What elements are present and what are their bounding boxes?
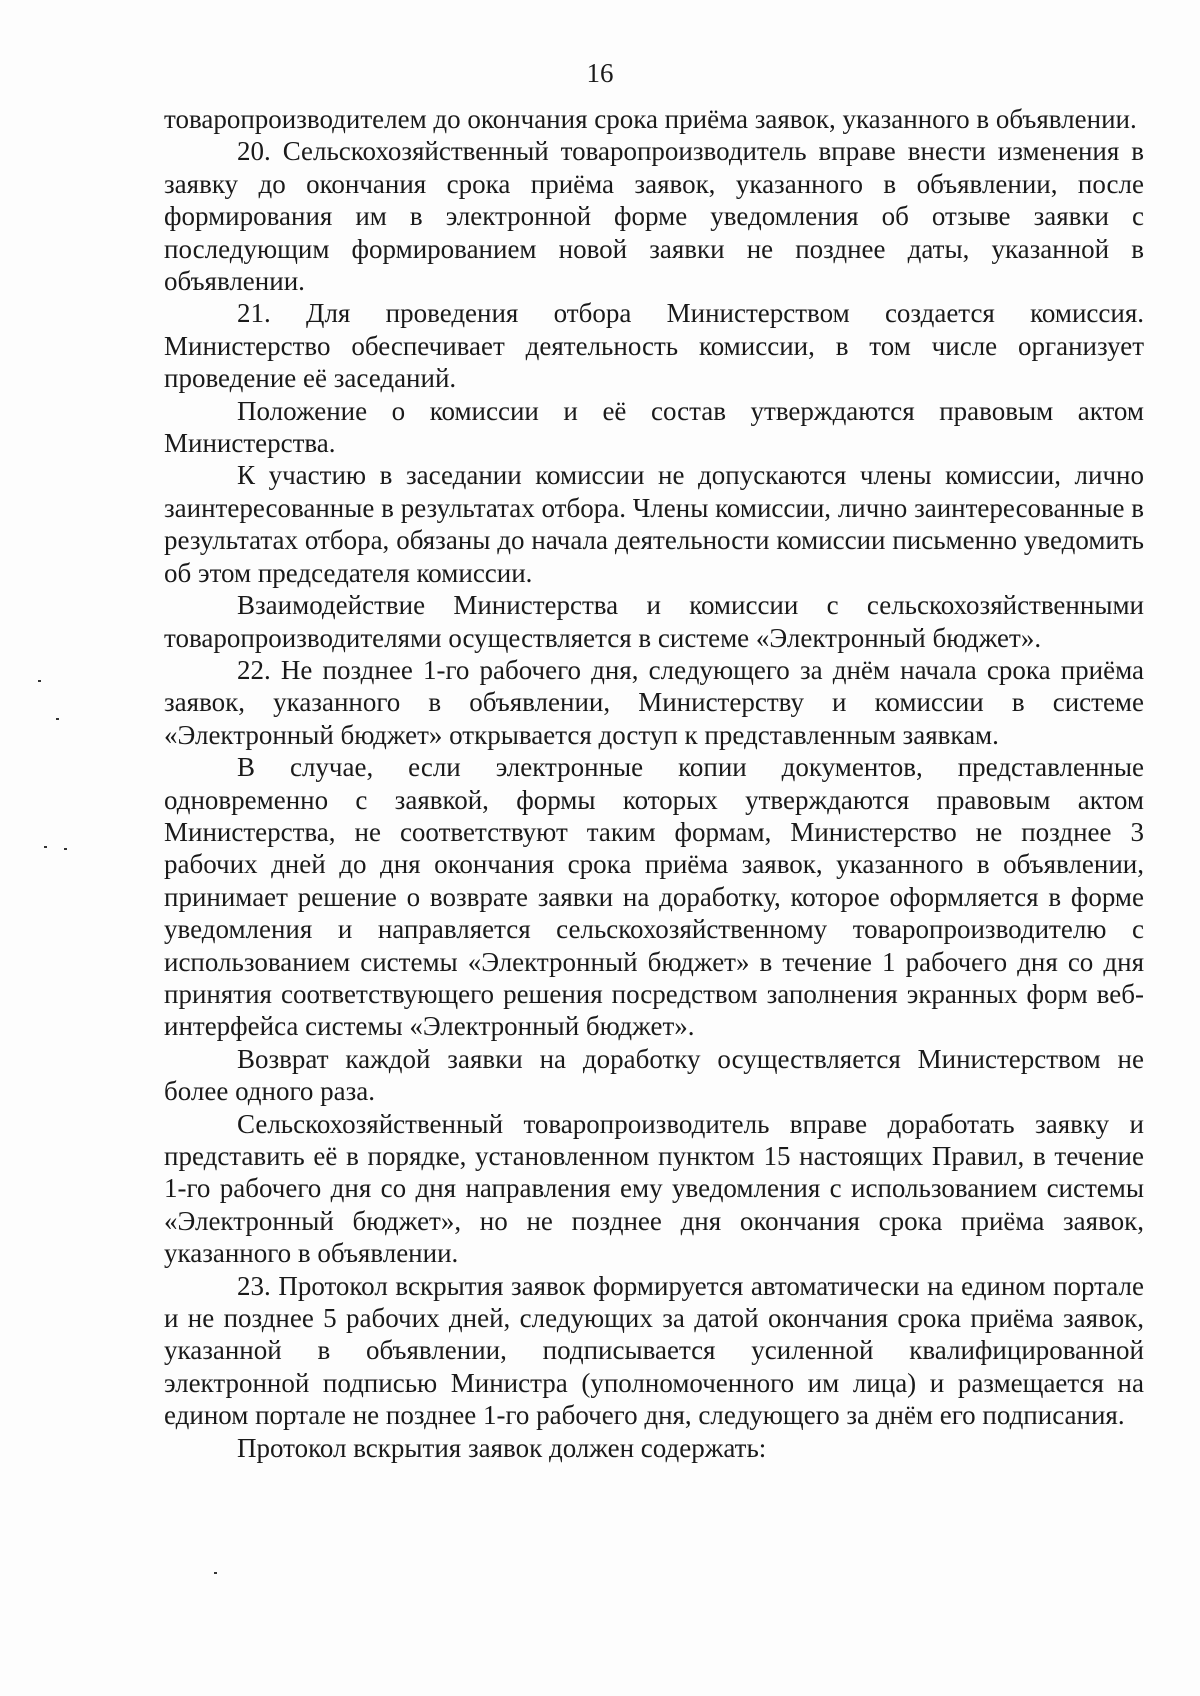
paragraph-item-20: 20. Сельскохозяйственный товаропроизводитель вправе внести изменения в заявку до окончания срока приёма заявок, указанного в объявлении, после формирования им в электронной форме уведомления об отзыве заявки с последующим формированием новой заявки не позднее даты, указанной в объявлении. [164, 136, 1144, 297]
paragraph-continuation: товаропроизводителем до окончания срока приёма заявок, указанного в объявлении. [164, 104, 1137, 134]
paragraph-commission-regulation: Положение о комиссии и её состав утверждаются правовым актом Министерства. [164, 395, 1144, 459]
paragraph-item-22: 22. Не позднее 1-го рабочего дня, следующего за днём начала срока приёма заявок, указанного в объявлении, Министерству и комиссии в системе «Электронный бюджет» открывается доступ к представленным заявкам. [164, 654, 1144, 750]
paragraph-item-23: 23. Протокол вскрытия заявок формируется автоматически на едином портале и не позднее 5 рабочих дней, следующих за датой окончания срока приёма заявок, указанной в объявлении, подписывается усиленной квалифицированной электронной подписью Министра (уполномоченного им лица) и размещается на едином портале не позднее 1-го рабочего дня, следующего за днём его подписания. [164, 1270, 1144, 1431]
paragraph-protocol-contents: Протокол вскрытия заявок должен содержать: [237, 1432, 767, 1463]
scan-speck [38, 680, 41, 682]
paragraph-item-21: 21. Для проведения отбора Министерством создается комиссия. Министерство обеспечивает деятельность комиссии, в том числе организует проведение её заседаний. [164, 298, 1144, 394]
paragraph-interaction: Взаимодействие Министерства и комиссии с сельскохозяйственными товаропроизводителями осуществляется в системе «Электронный бюджет». [164, 590, 1144, 653]
scan-speck [214, 1572, 217, 1574]
scan-speck [44, 846, 47, 848]
scan-speck [56, 718, 59, 720]
page-number: 16 [586, 58, 614, 88]
paragraph-commission-participation: К участию в заседании комиссии не допускаются члены комиссии, лично заинтересованные в результатах отбора. Члены комиссии, лично заинтересованные в результатах отбора, обязаны до начала деятельности комиссии письменно уведомить об этом председателя комиссии. [164, 460, 1144, 588]
scan-speck [64, 848, 67, 850]
paragraph-return-conditions: В случае, если электронные копии документов, представленные одновременно с заявкой, формы которых утверждаются правовым актом Министерства, не соответствуют таким формам, Министерство не позднее 3 рабочих дней до дня окончания срока приёма заявок, указанного в объявлении, принимает решение о возврате заявки на доработку, которое оформляется в форме уведомления и направляется сельскохозяйственному товаропроизводителю с использованием системы «Электронный бюджет» в течение 1 рабочего дня со дня принятия соответствующего решения посредством заполнения экранных форм веб-интерфейса системы «Электронный бюджет». [164, 752, 1144, 1042]
document-body [164, 103, 1144, 1464]
paragraph-return-limit: Возврат каждой заявки на доработку осуществляется Министерством не более одного раза. [164, 1043, 1144, 1107]
paragraph-rework: Сельскохозяйственный товаропроизводитель вправе доработать заявку и представить её в порядке, установленном пунктом 15 настоящих Правил, в течение 1-го рабочего дня со дня направления ему уведомления с использованием системы «Электронный бюджет», но не позднее дня окончания срока приёма заявок, указанного в объявлении. [164, 1108, 1144, 1269]
